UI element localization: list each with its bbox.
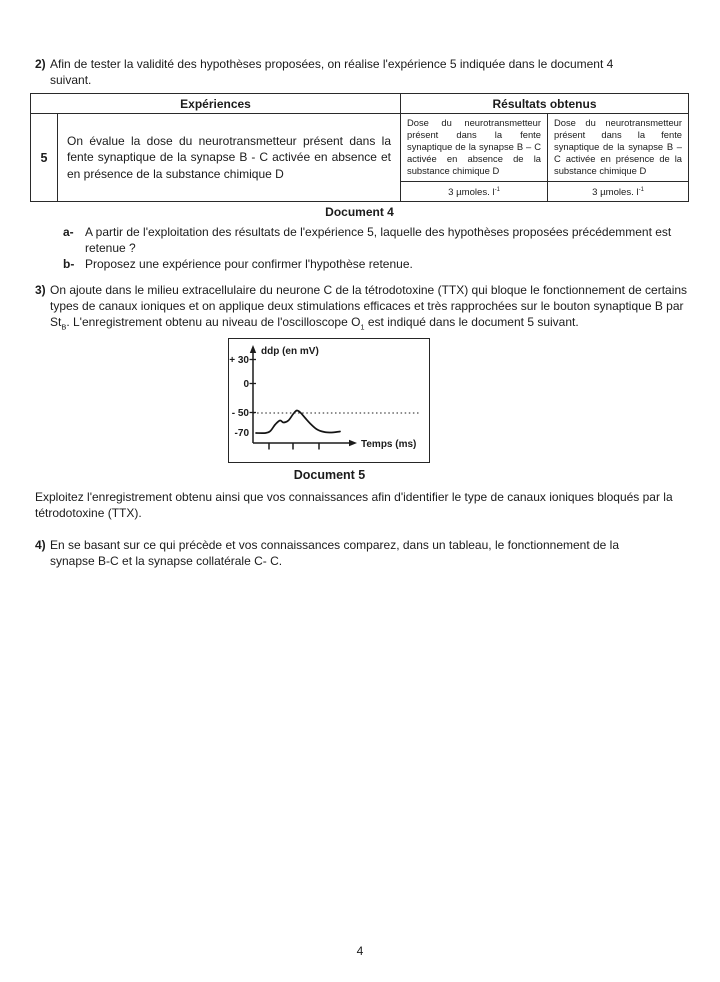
- y-tick-0: 0: [243, 378, 249, 390]
- result-presence-value-cell: [548, 182, 689, 202]
- question-2b: [63, 256, 690, 272]
- oscilloscope-subscript: 1: [360, 322, 365, 332]
- question-2-label: 2): [35, 57, 46, 71]
- result-absence-value-exponent: -1: [494, 187, 500, 193]
- x-axis-arrowhead: [349, 439, 357, 445]
- header-resultats: Résultats obtenus: [401, 94, 689, 114]
- question-3-label: 3): [35, 283, 46, 298]
- stimulation-subscript: B: [61, 322, 67, 332]
- y-tick-minus70: -70: [234, 427, 249, 439]
- oscilloscope-recording-chart: [229, 339, 429, 462]
- result-absence-value: 3 µmoles. l: [448, 187, 495, 199]
- x-axis-title: Temps (ms): [361, 438, 417, 450]
- question-4-label: 4): [35, 537, 46, 552]
- chart-curve: [256, 410, 340, 433]
- table-body-row: [31, 114, 689, 182]
- y-tick-minus50: - 50: [231, 407, 249, 419]
- question-2-text: Afin de tester la validité des hypothèses proposées, on réalise l'expérience 5 indiquée dans le document 4 suivant.: [50, 57, 614, 87]
- question-4-text: En se basant sur ce qui précède et vos connaissances comparez, dans un tableau, le fonctionnement de la synapse B-C et la synapse collatérale C- C.: [50, 537, 620, 568]
- page-number: 4: [356, 944, 364, 958]
- document5-caption: Document 5: [293, 467, 366, 482]
- y-axis-title: ddp (en mV): [261, 345, 319, 357]
- document4-caption: Document 4: [325, 205, 394, 220]
- question-2: [35, 56, 690, 88]
- question-2b-text: Proposez une expérience pour confirmer l'hypothèse retenue.: [85, 257, 413, 272]
- y-axis-arrowhead: [250, 345, 256, 353]
- result-presence-value: 3 µmoles. l: [592, 187, 639, 199]
- question-3-seg3: est indiqué dans le document 5 suivant.: [364, 315, 579, 330]
- table-header-row: [31, 94, 689, 114]
- result-presence-value-exponent: -1: [638, 187, 644, 193]
- y-tick-plus30: + 30: [229, 354, 249, 366]
- result-presence-heading-cell: Dose du neurotransmetteur présent dans la fente synaptique de la synapse B – C activée en présence de la substance chimique D: [548, 114, 689, 182]
- document5-chart: [228, 338, 430, 463]
- experiment-description-cell: On évalue la dose du neurotransmetteur présent dans la fente synaptique de la synapse B - C activée en absence et en présence de la substance chimique D: [58, 114, 401, 202]
- question-2b-label: b-: [63, 257, 75, 272]
- result-absence-value-cell: [401, 182, 548, 202]
- question-3-text: [50, 282, 690, 335]
- experiment-number-cell: 5: [31, 114, 58, 202]
- exploit-instruction: Exploitez l'enregistrement obtenu ainsi que vos connaissances afin d'identifier le type de canaux ioniques bloqués par la tétrodotoxine (TTX).: [35, 489, 673, 520]
- question-3-seg2: . L'enregistrement obtenu au niveau de l'oscilloscope O: [66, 315, 361, 330]
- question-2a-text: A partir de l'exploitation des résultats de l'expérience 5, laquelle des hypothèses proposées précédemment est retenue ?: [85, 225, 672, 256]
- document4-table: [30, 93, 689, 202]
- question-2a: [63, 224, 690, 256]
- result-absence-heading-cell: Dose du neurotransmetteur présent dans la fente synaptique de la synapse B – C activée en absence de la substance chimique D: [401, 114, 548, 182]
- question-2a-label: a-: [63, 225, 74, 240]
- question-4: [35, 537, 690, 569]
- question-3: [35, 282, 690, 335]
- question-3-seg1: On ajoute dans le milieu extracellulaire du neurone C de la tétrodotoxine (TTX) qui bloque le fonctionnement de certains types de canaux ioniques et on applique deux stimulations efficaces et très rapprochées sur le bouton synaptique B par St: [50, 283, 688, 330]
- header-experiences: Expériences: [31, 94, 401, 114]
